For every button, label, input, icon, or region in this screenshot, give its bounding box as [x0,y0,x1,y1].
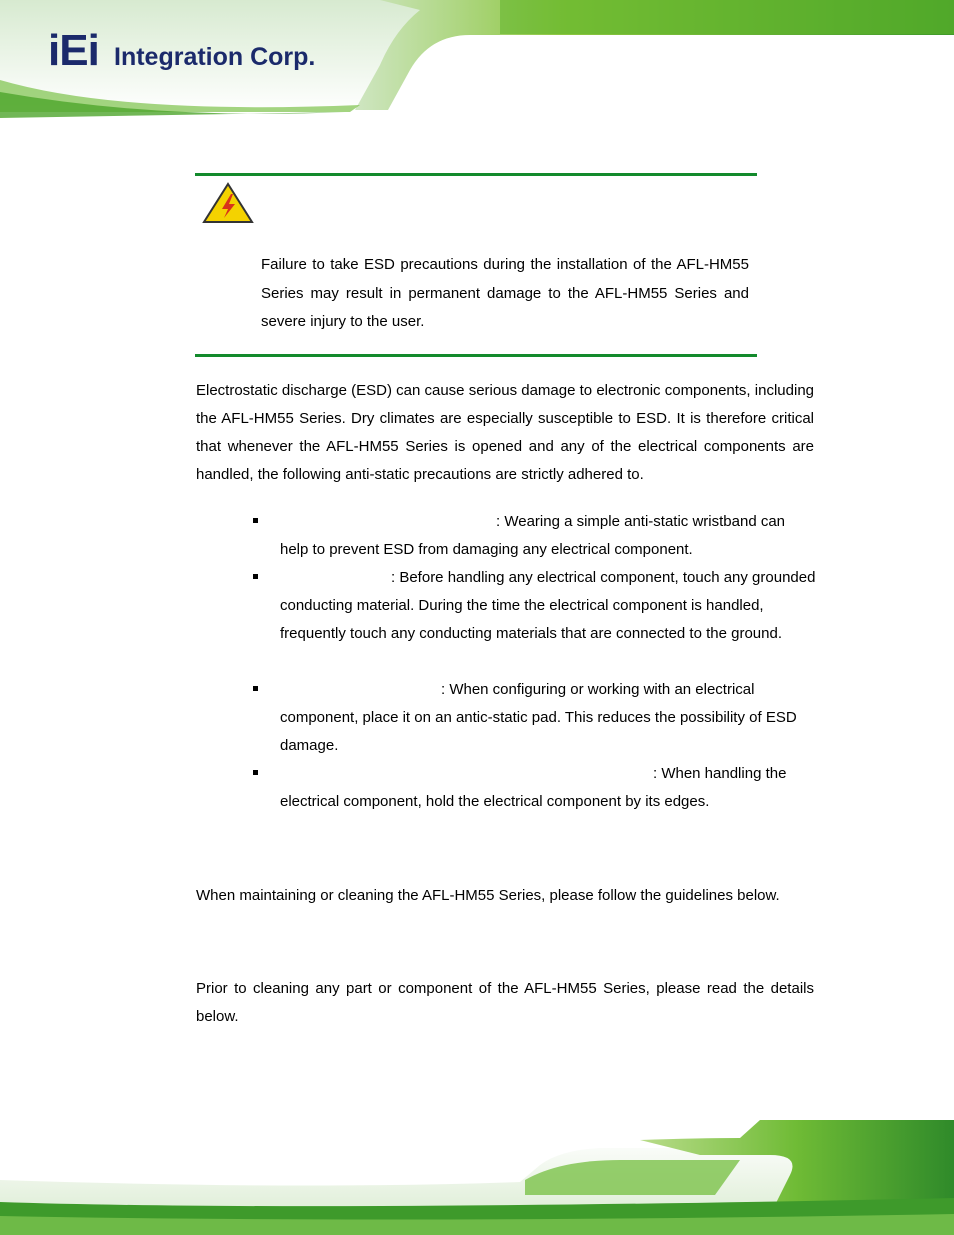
logo-text: Integration Corp. [114,43,316,71]
bullet-text: : Before handling any electrical component, touch any grounded conducting material. During the time the electrical component is handled, frequently touch any conducting materials that are connected to the ground. [280,569,816,642]
bullet-text: : When configuring or working with an electrical component, place it on an antic-static pad. This reduces the possibility of ESD damage. [280,681,797,754]
warning-text: Failure to take ESD precautions during the installation of the AFL-HM55 Series may result in permanent damage to the AFL-HM55 Series and severe injury to the user. [261,256,749,330]
warning-top-rule [195,173,757,176]
list-item [280,760,816,816]
logo-mark: iEi [48,26,99,75]
warning-triangle-lightning-icon [202,182,254,224]
warning-bottom-rule [195,354,757,357]
maintenance-paragraph: When maintaining or cleaning the AFL-HM55 Series, please follow the guidelines below. [196,887,780,904]
intro-paragraph: Electrostatic discharge (ESD) can cause serious damage to electronic components, including the AFL-HM55 Series. Dry climates are especially susceptible to ESD. It is therefore critical that whenever the AFL-HM55 Series is opened and any of the electrical components are handled, the following anti-static precautions are strictly adhered to. [196,382,814,483]
list-item [280,676,816,760]
cleaning-paragraph: Prior to cleaning any part or component of the AFL-HM55 Series, please read the details below. [196,980,814,1025]
bullet-marker [253,686,261,694]
bullet-text: : When handling the electrical component, hold the electrical component by its edges. [280,765,787,810]
footer-banner [0,1120,954,1235]
bullet-marker [253,770,261,778]
bullet-marker [253,518,261,526]
bullet-marker [253,574,261,582]
list-item [280,508,816,564]
list-item [280,564,816,648]
bullet-text: : Wearing a simple anti-static wristband can help to prevent ESD from damaging any electrical component. [280,513,786,558]
